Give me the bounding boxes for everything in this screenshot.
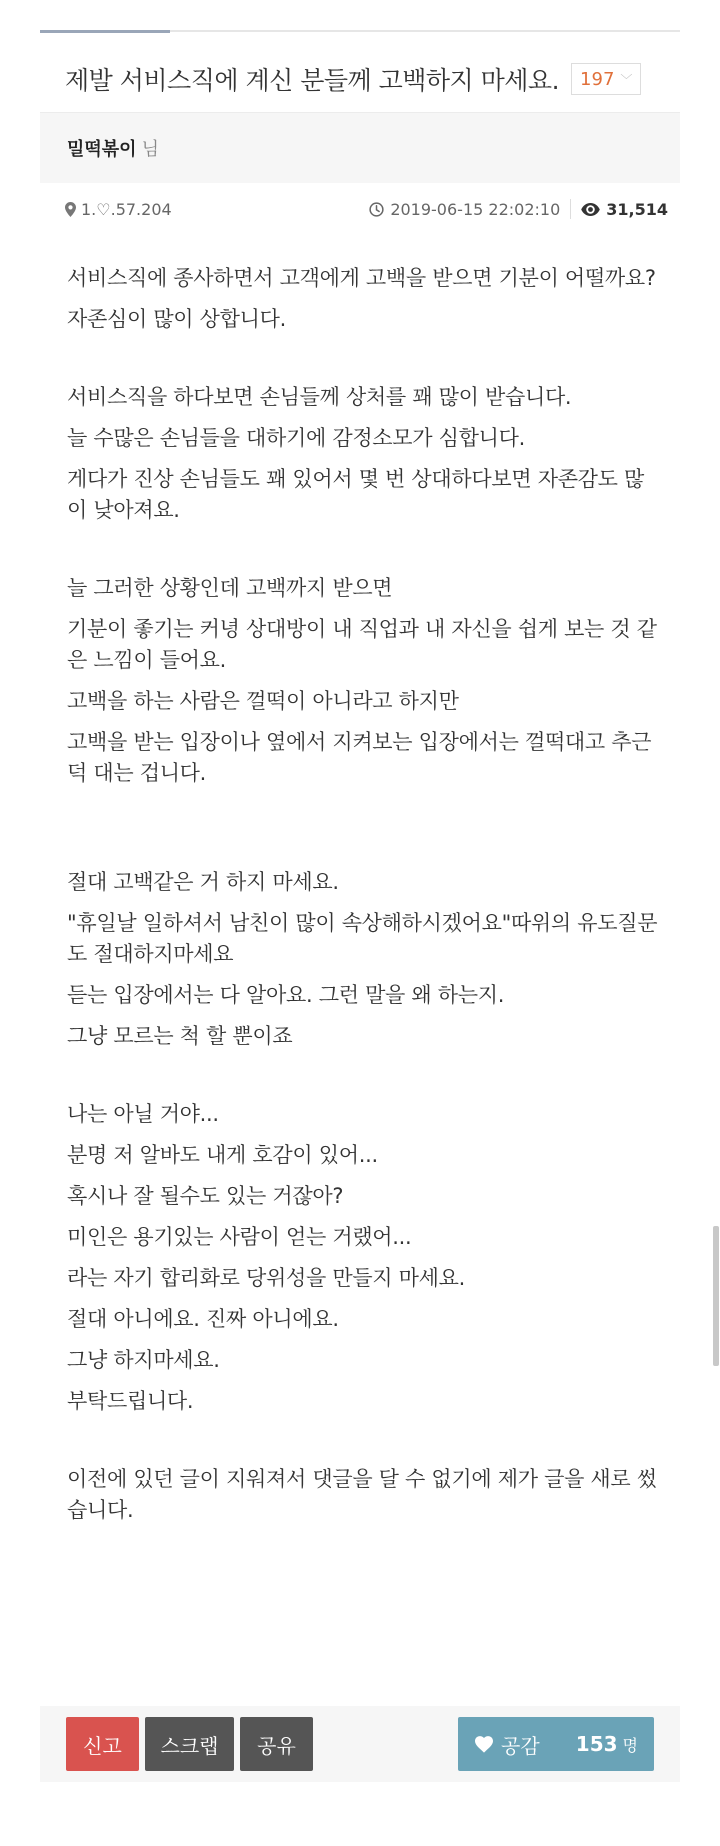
body-line: "휴일날 일하셔서 남친이 많이 속상해하시겠어요"따위의 유도질문도 절대하지마세요 [67, 911, 658, 966]
body-line: 듣는 입장에서는 다 알아요. 그런 말을 왜 하는지. [67, 983, 505, 1007]
body-line: 서비스직을 하다보면 손님들께 상처를 꽤 많이 받습니다. [67, 385, 572, 409]
body-line: 절대 고백같은 거 하지 마세요. [67, 870, 339, 894]
author-name[interactable]: 밀떡볶이 [67, 139, 137, 160]
report-button[interactable]: 신고 [66, 1717, 139, 1771]
views-text: 31,514 [606, 199, 668, 219]
body-line: 나는 아닐 거야... [67, 1102, 219, 1126]
post-date [369, 200, 560, 219]
post-meta [40, 196, 680, 222]
share-button[interactable]: 공유 [240, 1717, 313, 1771]
heart-icon [474, 1735, 494, 1753]
top-divider-accent [40, 30, 170, 33]
body-line: 고백을 하는 사람은 껄떡이 아니라고 하지만 [67, 689, 459, 713]
body-line: 분명 저 알바도 내게 호감이 있어... [67, 1143, 378, 1167]
like-label: 공감 [501, 1733, 540, 1758]
like-count: 153 [575, 1732, 618, 1756]
date-text: 2019-06-15 22:02:10 [390, 199, 561, 219]
body-line: 이전에 있던 글이 지워져서 댓글을 달 수 없기에 제가 글을 새로 썼습니다. [67, 1467, 657, 1522]
body-line: 게다가 진상 손님들도 꽤 있어서 몇 번 상대하다보면 자존감도 많이 낮아져요. [67, 467, 645, 522]
like-button[interactable] [458, 1717, 654, 1771]
eye-icon [581, 203, 600, 216]
author-bar [40, 112, 680, 183]
ip-text: 1.♡.57.204 [81, 199, 172, 219]
comment-count-dropdown[interactable] [571, 63, 641, 95]
comment-count: 197 [580, 68, 615, 90]
chevron-down-icon: ﹀ [620, 72, 633, 87]
body-line: 부탁드립니다. [67, 1389, 194, 1413]
body-line: 늘 그러한 상황인데 고백까지 받으면 [67, 576, 393, 600]
body-line: 그냥 하지마세요. [67, 1348, 220, 1372]
body-line: 늘 수많은 손님들을 대하기에 감정소모가 심합니다. [67, 426, 525, 450]
clock-icon [369, 202, 384, 217]
author-suffix: 님 [141, 139, 159, 160]
ip-address [65, 200, 172, 219]
scrollbar-thumb[interactable] [713, 1226, 719, 1366]
view-count [581, 200, 668, 219]
post-body [67, 263, 663, 1536]
meta-separator [570, 199, 571, 219]
post-actions [40, 1706, 680, 1782]
post-header [40, 48, 680, 110]
body-line: 절대 아니에요. 진짜 아니에요. [67, 1307, 339, 1331]
body-line: 고백을 받는 입장이나 옆에서 지켜보는 입장에서는 껄떡대고 추근덕 대는 겁니다. [67, 730, 652, 785]
like-unit: 명 [622, 1735, 638, 1755]
post-title: 제발 서비스직에 계신 분들께 고백하지 마세요. [65, 66, 560, 95]
body-line: 그냥 모르는 척 할 뿐이죠 [67, 1024, 293, 1048]
body-line: 미인은 용기있는 사람이 얻는 거랬어... [67, 1225, 412, 1249]
location-pin-icon [65, 202, 76, 217]
body-line: 기분이 좋기는 커녕 상대방이 내 직업과 내 자신을 쉽게 보는 것 같은 느낌이 들어요. [67, 617, 657, 672]
body-line: 라는 자기 합리화로 당위성을 만들지 마세요. [67, 1266, 465, 1290]
scrap-button[interactable]: 스크랩 [145, 1717, 234, 1771]
body-line: 서비스직에 종사하면서 고객에게 고백을 받으면 기분이 어떨까요? [67, 266, 656, 290]
body-line: 자존심이 많이 상합니다. [67, 307, 286, 331]
body-line: 혹시나 잘 될수도 있는 거잖아? [67, 1184, 344, 1208]
